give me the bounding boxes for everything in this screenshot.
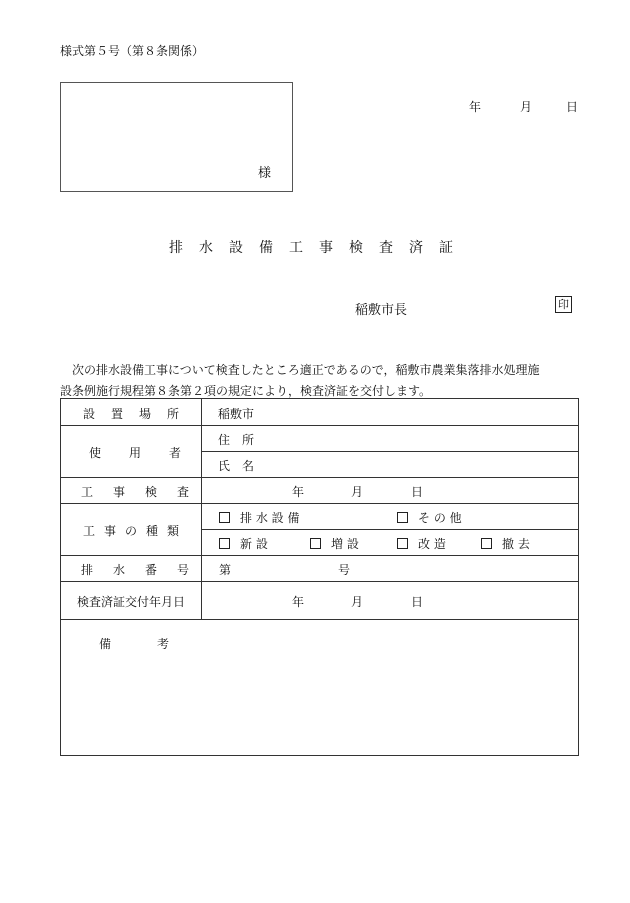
body-line-1: 次の排水設備工事について検査したところ適正であるので，稲敷市農業集落排水処理施 xyxy=(72,363,540,377)
site-label: 設置場所 xyxy=(82,407,195,421)
inspection-month: 月 xyxy=(351,485,364,499)
inspection-day: 日 xyxy=(411,485,424,499)
work-type-renovation: 改 造 xyxy=(397,535,446,552)
issue-date-day: 日 xyxy=(411,595,424,609)
date-day-label: 日 xyxy=(566,100,579,114)
checkbox-icon xyxy=(481,538,492,549)
user-label: 使用者 xyxy=(89,446,210,460)
issue-date-year: 年 xyxy=(292,595,305,609)
work-type-label: 工事の種類 xyxy=(82,524,188,538)
checkbox-icon xyxy=(310,538,321,549)
body-text xyxy=(60,360,582,402)
issue-date-label: 検査済証交付年月日 xyxy=(76,595,185,609)
issuer-name: 稲敷市長 xyxy=(355,303,408,318)
remarks-label: 備考 xyxy=(99,637,216,651)
seal-mark: 印 xyxy=(555,296,572,313)
checkbox-icon xyxy=(219,538,230,549)
body-line-2: 設条例施行規程第８条第２項の規定により，検査済証を交付します。 xyxy=(60,384,432,398)
checkbox-icon xyxy=(397,538,408,549)
checkbox-icon xyxy=(397,512,408,523)
inspection-label: 工事検査 xyxy=(81,485,210,499)
form-number: 様式第５号（第８条関係） xyxy=(60,44,205,58)
date-month-label: 月 xyxy=(520,100,533,114)
work-type-expansion: 増 設 xyxy=(310,535,359,552)
work-type-new: 新 設 xyxy=(219,535,268,552)
address-label: 住 所 xyxy=(218,433,255,447)
document-title: 排水設備工事検査済証 xyxy=(169,240,469,256)
checkbox-icon xyxy=(219,512,230,523)
drain-number-label: 排水番号 xyxy=(81,563,210,577)
date-year-label: 年 xyxy=(469,100,482,114)
work-type-drainage: 排 水 設 備 xyxy=(219,509,299,526)
inspection-table xyxy=(60,398,579,756)
addressee-suffix: 様 xyxy=(258,166,272,181)
name-label: 氏 名 xyxy=(218,459,255,473)
drain-number-suffix: 号 xyxy=(338,563,351,577)
issue-date-month: 月 xyxy=(351,595,364,609)
drain-number-prefix: 第 xyxy=(219,563,232,577)
work-type-other: そ の 他 xyxy=(397,509,462,526)
site-value: 稲敷市 xyxy=(218,407,255,421)
work-type-removal: 撤 去 xyxy=(481,535,530,552)
inspection-year: 年 xyxy=(292,485,305,499)
